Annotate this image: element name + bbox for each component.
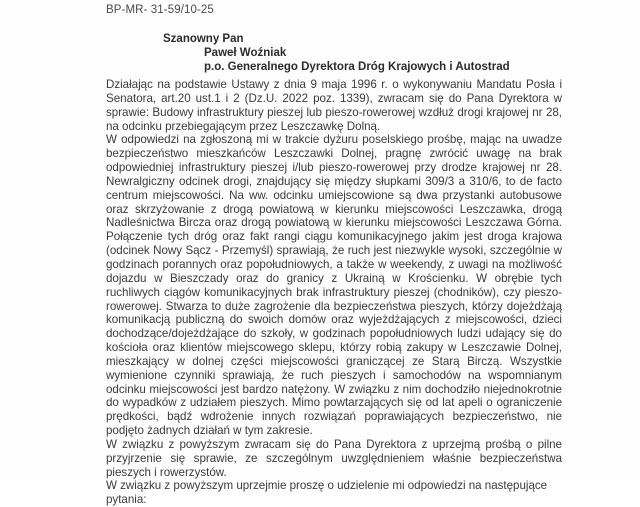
body-paragraph: Działając na podstawie Ustawy z dnia 9 maja 1996 r. o wykonywaniu Mandatu Posła i Senatora, art.20 ust.1 i 2 (Dz.U. 2022 poz. 1339), zwracam się do Pana Dyrektora w sprawie: Budowy infrastruktury pieszej lub pieszo-rowerowej wzdłuż drogi krajowej nr 28, na odcinku przebiegającym przez Leszczawkę Dolną.	[106, 78, 562, 133]
addressee-block	[106, 32, 562, 74]
document-body	[106, 78, 562, 507]
body-paragraph: W związku z powyższym uprzejmie proszę o udzielenie mi odpowiedzi na następujące pytania:	[106, 479, 548, 507]
addressee-salutation: Szanowny Pan	[163, 33, 244, 45]
body-paragraph: W związku z powyższym zwracam się do Pana Dyrektora z uprzejmą prośbą o pilne przyjrzenie się sprawie, ze szczególnym uwzględnieniem właśnie bezpieczeństwa pieszych i rowerzystów.	[106, 437, 562, 479]
document-reference-number: BP-MR- 31-59/10-25	[106, 4, 214, 16]
body-paragraph: W odpowiedzi na zgłoszoną mi w trakcie dyżuru poselskiego prośbę, mając na uwadze bezpieczeństwo mieszkańców Leszczawki Dolnej, pragnę zwrócić uwagę na brak odpowiedniej infrastruktury pieszej i/lub pieszo-rowerowej przy drodze krajowej nr 28. Newralgiczny odcinek drogi, znajdujący się między słupkami 309/3 a 310/6, to de facto centrum miejscowości. Na ww. odcinku umiejscowione są dwa przystanki autobusowe oraz skrzyżowanie z drogą powiatową w kierunku miejscowości Leszczawka, drogą Nadleśnictwa Bircza oraz drogą powiatową w kierunku miejscowości Leszczawa Górna. Połączenie tych dróg oraz fakt rangi ciągu komunikacyjnego jakim jest droga krajowa (odcinek Nowy Sącz - Przemyśl) sprawiają, że ruch jest niezwykle wysoki, szczególnie w godzinach porannych oraz popołudniowych, a także w weekendy, z uwagi na możliwość dojazdu w Bieszczady oraz do granicy z Ukrainą w Krościenku. W obrębie tych ruchliwych ciągów komunikacyjnych brak infrastruktury pieszej (chodników), czy pieszo-rowerowej. Stwarza to duże zagrożenie dla bezpieczeństwa pieszych, którzy dojeżdżają komunikacją publiczną do swoich domów oraz wyjeżdżających z miejscowości, dzieci dochodzące/dojeżdżające do szkoły, w godzinach popołudniowych ludzi udający się do kościoła oraz klientów miejscowego sklepu, którzy robią zakupy w Leszczawie Dolnej, mieszkający w dolnej części miejscowości graniczącej ze Starą Birczą. Wszystkie wymienione czynniki sprawiają, że ruch pieszych i samochodów na wspomnianym odcinku miejscowości jest bardzo natężony. W związku z nim dochodziło niejednokrotnie do wypadków z udziałem pieszych. Mimo powtarzających się od lat apeli o ograniczenie prędkości, bądź wdrożenie innych rozwiązań poprawiających bezpieczeństwo, nie podjęto żadnych działań w tym zakresie.	[106, 133, 562, 438]
addressee-name: Paweł Woźniak	[204, 47, 287, 59]
addressee-title: p.o. Generalnego Dyrektora Dróg Krajowych i Autostrad	[204, 61, 510, 73]
